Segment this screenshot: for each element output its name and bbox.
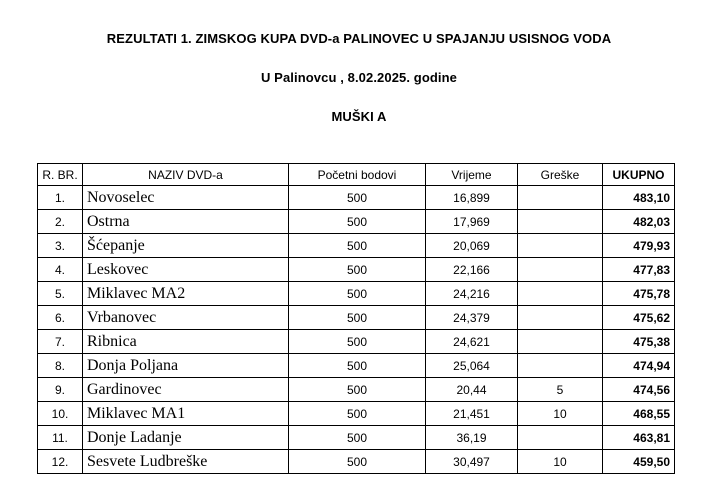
rank-cell: 3. <box>38 234 83 258</box>
rank-cell: 10. <box>38 402 83 426</box>
time-cell: 22,166 <box>426 258 518 282</box>
name-column-header: NAZIV DVD-a <box>83 164 289 186</box>
document-title: REZULTATI 1. ZIMSKOG KUPA DVD-a PALINOVEC U SPAJANJU USISNOG VODA <box>106 31 612 46</box>
start-points-cell: 500 <box>289 450 426 474</box>
errors-cell <box>518 186 603 210</box>
table-row <box>38 234 675 258</box>
errors-cell <box>518 258 603 282</box>
time-cell: 21,451 <box>426 402 518 426</box>
rank-cell: 7. <box>38 330 83 354</box>
total-cell: 463,81 <box>603 426 675 450</box>
total-cell: 483,10 <box>603 186 675 210</box>
results-table-body <box>38 186 675 474</box>
total-cell: 474,94 <box>603 354 675 378</box>
total-cell: 479,93 <box>603 234 675 258</box>
time-cell: 20,069 <box>426 234 518 258</box>
start-points-cell: 500 <box>289 354 426 378</box>
errors-cell <box>518 234 603 258</box>
total-cell: 477,83 <box>603 258 675 282</box>
rank-cell: 5. <box>38 282 83 306</box>
table-header-row <box>38 164 675 186</box>
team-name-cell: Leskovec <box>83 258 289 282</box>
errors-cell <box>518 354 603 378</box>
errors-cell: 10 <box>518 450 603 474</box>
time-cell: 24,621 <box>426 330 518 354</box>
start-points-column-header: Početni bodovi <box>289 164 426 186</box>
total-cell: 475,62 <box>603 306 675 330</box>
start-points-cell: 500 <box>289 282 426 306</box>
errors-cell: 5 <box>518 378 603 402</box>
table-row <box>38 258 675 282</box>
rank-cell: 11. <box>38 426 83 450</box>
start-points-cell: 500 <box>289 330 426 354</box>
rank-cell: 12. <box>38 450 83 474</box>
total-cell: 468,55 <box>603 402 675 426</box>
table-row <box>38 426 675 450</box>
time-cell: 25,064 <box>426 354 518 378</box>
team-name-cell: Vrbanovec <box>83 306 289 330</box>
rank-cell: 2. <box>38 210 83 234</box>
team-name-cell: Gardinovec <box>83 378 289 402</box>
time-cell: 16,899 <box>426 186 518 210</box>
errors-cell: 10 <box>518 402 603 426</box>
rank-column-header: R. BR. <box>38 164 83 186</box>
total-cell: 482,03 <box>603 210 675 234</box>
time-cell: 24,379 <box>426 306 518 330</box>
table-row <box>38 330 675 354</box>
team-name-cell: Novoselec <box>83 186 289 210</box>
table-row <box>38 306 675 330</box>
rank-cell: 4. <box>38 258 83 282</box>
table-row <box>38 378 675 402</box>
rank-cell: 9. <box>38 378 83 402</box>
rank-cell: 1. <box>38 186 83 210</box>
time-cell: 36,19 <box>426 426 518 450</box>
errors-cell <box>518 426 603 450</box>
total-cell: 475,38 <box>603 330 675 354</box>
rank-cell: 6. <box>38 306 83 330</box>
total-cell: 474,56 <box>603 378 675 402</box>
time-cell: 17,969 <box>426 210 518 234</box>
table-row <box>38 402 675 426</box>
rank-cell: 8. <box>38 354 83 378</box>
team-name-cell: Donje Ladanje <box>83 426 289 450</box>
time-cell: 20,44 <box>426 378 518 402</box>
total-cell: 459,50 <box>603 450 675 474</box>
team-name-cell: Šćepanje <box>83 234 289 258</box>
start-points-cell: 500 <box>289 378 426 402</box>
start-points-cell: 500 <box>289 186 426 210</box>
errors-cell <box>518 306 603 330</box>
team-name-cell: Miklavec MA1 <box>83 402 289 426</box>
start-points-cell: 500 <box>289 210 426 234</box>
start-points-cell: 500 <box>289 306 426 330</box>
team-name-cell: Ostrna <box>83 210 289 234</box>
team-name-cell: Donja Poljana <box>83 354 289 378</box>
results-table <box>37 163 675 474</box>
errors-cell <box>518 330 603 354</box>
time-cell: 24,216 <box>426 282 518 306</box>
errors-column-header: Greške <box>518 164 603 186</box>
start-points-cell: 500 <box>289 258 426 282</box>
team-name-cell: Ribnica <box>83 330 289 354</box>
team-name-cell: Miklavec MA2 <box>83 282 289 306</box>
table-row <box>38 354 675 378</box>
time-cell: 30,497 <box>426 450 518 474</box>
total-cell: 475,78 <box>603 282 675 306</box>
start-points-cell: 500 <box>289 426 426 450</box>
start-points-cell: 500 <box>289 402 426 426</box>
category-heading: MUŠKI A <box>331 109 387 124</box>
time-column-header: Vrijeme <box>426 164 518 186</box>
table-row <box>38 186 675 210</box>
start-points-cell: 500 <box>289 234 426 258</box>
table-row <box>38 210 675 234</box>
total-column-header: UKUPNO <box>603 164 675 186</box>
errors-cell <box>518 282 603 306</box>
table-row <box>38 450 675 474</box>
table-row <box>38 282 675 306</box>
errors-cell <box>518 210 603 234</box>
team-name-cell: Sesvete Ludbreške <box>83 450 289 474</box>
document-subtitle: U Palinovcu , 8.02.2025. godine <box>260 70 457 85</box>
